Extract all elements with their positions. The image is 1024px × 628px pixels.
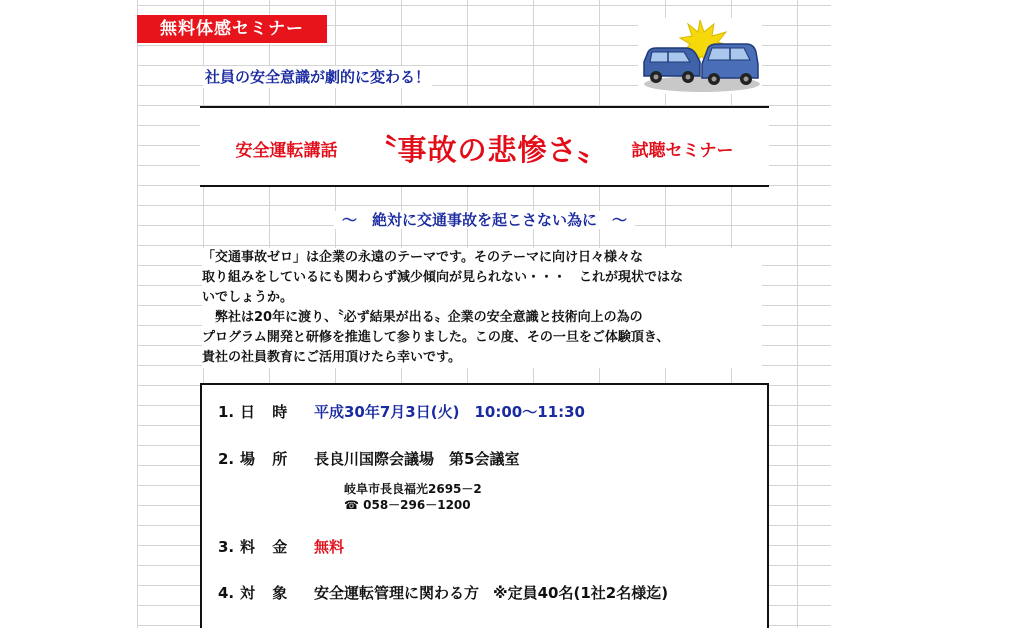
fee-label: 料 金 xyxy=(240,538,294,556)
target-value: 安全運転管理に関わる方 xyxy=(314,584,480,602)
intro-paragraph xyxy=(202,248,762,368)
free-seminar-badge: 無料体感セミナー xyxy=(137,15,327,43)
place-number: 2. xyxy=(218,450,235,468)
venue-phone: ☎ 058－296－1200 xyxy=(344,498,471,512)
title-prefix: 安全運転講話 xyxy=(235,141,338,161)
capacity-note: ※定員40名(1社2名様迄) xyxy=(493,584,669,602)
tagline-text: ～ 絶対に交通事故を起こさない為に ～ xyxy=(334,211,635,229)
date-label: 日 時 xyxy=(240,403,294,421)
seminar-title xyxy=(200,128,769,176)
subheading: 社員の安全意識が劇的に変わる！ xyxy=(205,68,431,86)
title-top-rule xyxy=(200,106,769,108)
seminar-details-box xyxy=(200,383,769,628)
tagline xyxy=(200,208,769,232)
target-number: 4. xyxy=(218,584,235,602)
title-main: 〝事故の悲惨さ〟 xyxy=(367,133,608,167)
intro-line: 貴社の社員教育にご活用頂けたら幸いです。 xyxy=(202,350,461,365)
intro-line: 取り組みをしているにも関わらず減少傾向が見られない・・・ これが現状ではな xyxy=(202,270,684,285)
car-collision-icon xyxy=(638,18,762,94)
date-value: 平成30年7月3日(火) 10:00～11:30 xyxy=(314,403,585,421)
target-row xyxy=(218,582,668,603)
fee-number: 3. xyxy=(218,538,235,556)
fee-value: 無料 xyxy=(314,538,345,556)
title-bottom-rule xyxy=(200,185,769,187)
intro-line: 「交通事故ゼロ」は企業の永遠のテーマです。そのテーマに向け日々様々な xyxy=(202,250,643,265)
place-row xyxy=(218,448,519,469)
target-label: 対 象 xyxy=(240,584,294,602)
title-suffix: 試聴セミナー xyxy=(631,141,734,161)
date-number: 1. xyxy=(218,403,235,421)
venue-address: 岐阜市長良福光2695－2 xyxy=(344,482,482,496)
intro-line: プログラム開発と研修を推進して参りました。この度、その一旦をご体験頂き、 xyxy=(202,330,670,345)
intro-line: 弊社は20年に渡り、〝必ず結果が出る〟企業の安全意識と技術向上の為の xyxy=(202,310,643,325)
place-label: 場 所 xyxy=(240,450,294,468)
intro-line: いでしょうか。 xyxy=(202,290,294,305)
date-row xyxy=(218,401,585,422)
fee-row xyxy=(218,536,344,557)
place-value: 長良川国際会議場 第5会議室 xyxy=(314,450,520,468)
